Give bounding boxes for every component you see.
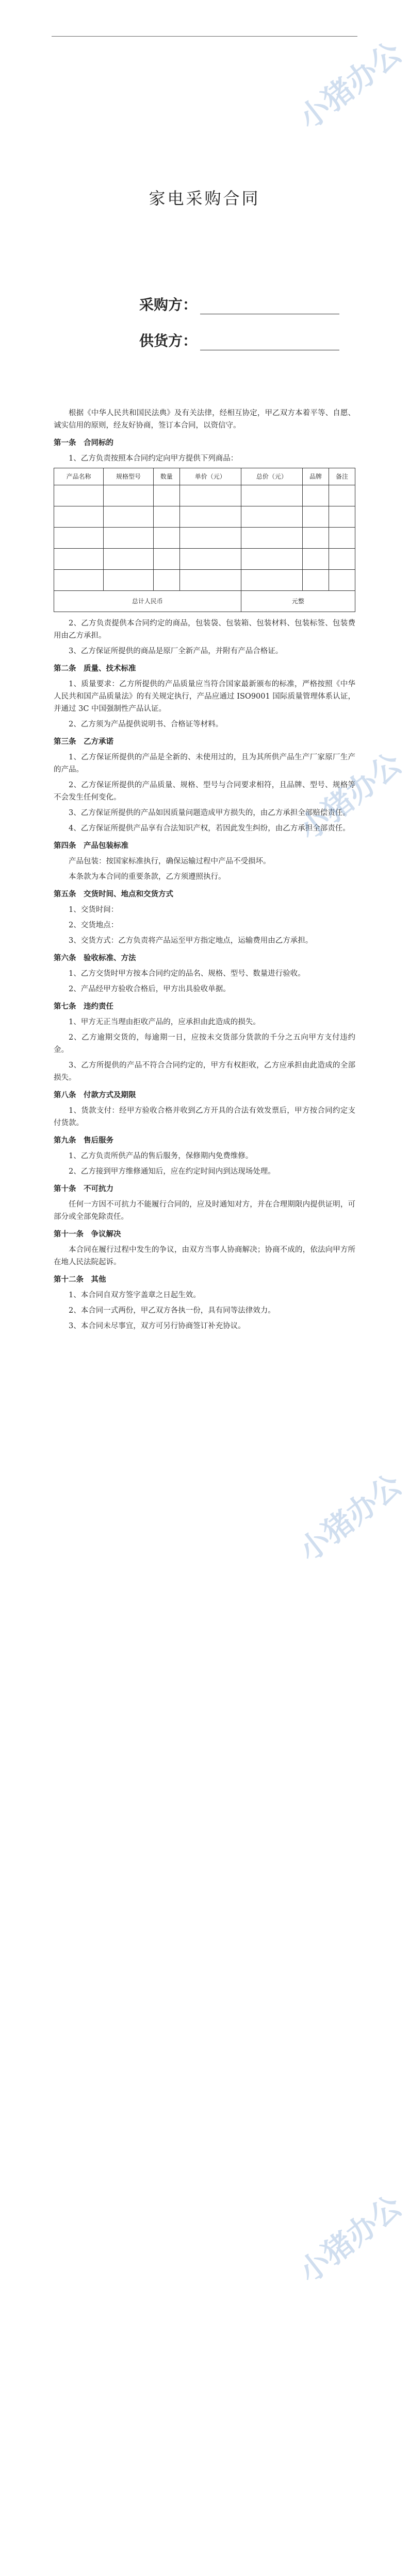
goods-row xyxy=(54,528,355,549)
goods-cell[interactable] xyxy=(104,549,153,570)
goods-cell[interactable] xyxy=(104,506,153,528)
section-heading: 第八条 付款方式及期限 xyxy=(54,1091,136,1099)
goods-cell[interactable] xyxy=(179,485,241,506)
buyer-blank[interactable] xyxy=(200,299,339,314)
section-heading: 第六条 验收标准、方法 xyxy=(54,954,136,962)
section-paragraph: 3、乙方所提供的产品不符合合同约定的，甲方有权拒收，乙方应承担由此造成的全部损失。 xyxy=(54,1061,355,1082)
section-paragraph: 3、乙方保证所提供的商品是原厂全新产品，并附有产品合格证。 xyxy=(69,647,283,655)
seller-line xyxy=(139,330,339,350)
section-paragraph: 2、乙方接到甲方维修通知后，应在约定时间内到达现场处理。 xyxy=(69,1167,275,1176)
goods-cell[interactable] xyxy=(54,528,104,549)
section-heading: 第三条 乙方承诺 xyxy=(54,737,113,746)
goods-cell[interactable] xyxy=(329,485,355,506)
goods-cell[interactable] xyxy=(179,506,241,528)
section-paragraph: 本条款为本合同的重要条款，乙方须遵照执行。 xyxy=(69,873,226,881)
section-paragraph: 本合同在履行过程中发生的争议，由双方当事人协商解决；协商不成的，依法向甲方所在地人民法院起诉。 xyxy=(54,1246,355,1266)
section-heading: 第一条 合同标的 xyxy=(54,438,113,447)
goods-cell[interactable] xyxy=(104,528,153,549)
section-heading: 第九条 售后服务 xyxy=(54,1136,113,1145)
goods-cell[interactable] xyxy=(54,506,104,528)
section-paragraph: 3、交货方式：乙方负责将产品运至甲方指定地点，运输费用由乙方承担。 xyxy=(69,937,313,945)
goods-cell[interactable] xyxy=(153,506,179,528)
seller-label: 供货方： xyxy=(139,332,198,349)
section-heading: 第十条 不可抗力 xyxy=(54,1184,113,1193)
section-heading: 第七条 违约责任 xyxy=(54,1002,113,1011)
goods-total-tail: 元整 xyxy=(241,591,355,612)
section-heading: 第五条 交货时间、地点和交货方式 xyxy=(54,890,173,899)
section-paragraph: 1、交货时间： xyxy=(69,906,119,914)
section-paragraph: 1、甲方无正当理由拒收产品的，应承担由此造成的损失。 xyxy=(69,1018,260,1026)
goods-table xyxy=(54,468,355,612)
goods-cell[interactable] xyxy=(54,549,104,570)
goods-cell[interactable] xyxy=(302,570,329,591)
intro-paragraph: 根据《中华人民共和国民法典》及有关法律，经相互协定，甲乙双方本着平等、自愿、诚实信用的原则，经友好协商，签订本合同，以资信守。 xyxy=(54,409,355,430)
goods-header-cell: 备注 xyxy=(329,468,355,485)
goods-row xyxy=(54,570,355,591)
section-paragraph: 任何一方因不可抗力不能履行合同的，应及时通知对方，并在合理期限内提供证明，可部分或全部免除责任。 xyxy=(54,1200,355,1221)
goods-cell[interactable] xyxy=(241,570,302,591)
section-heading: 第四条 产品包装标准 xyxy=(54,841,128,850)
goods-row xyxy=(54,506,355,528)
goods-cell[interactable] xyxy=(179,528,241,549)
buyer-label: 采购方： xyxy=(139,296,198,313)
section-paragraph: 1、质量要求：乙方所提供的产品质量应当符合国家最新颁布的标准，严格按照《中华人民共和国产品质量法》的有关规定执行，产品应通过 ISO9001 国际质量管理体系认证，并通过 3C 中国强制性产品认证。 xyxy=(54,680,355,713)
section-paragraph: 2、产品经甲方验收合格后，甲方出具验收单据。 xyxy=(69,985,231,993)
section-paragraph: 2、乙方须为产品提供说明书、合格证等材料。 xyxy=(69,720,223,728)
section-paragraph: 4、乙方保证所提供产品享有合法知识产权，若因此发生纠纷，由乙方承担全部责任。 xyxy=(69,824,350,833)
goods-cell[interactable] xyxy=(241,506,302,528)
goods-header-cell: 品牌 xyxy=(302,468,329,485)
goods-cell[interactable] xyxy=(153,549,179,570)
goods-cell[interactable] xyxy=(302,485,329,506)
buyer-line xyxy=(139,294,339,314)
goods-cell[interactable] xyxy=(241,528,302,549)
goods-cell[interactable] xyxy=(302,528,329,549)
contract-body xyxy=(54,407,355,1335)
section-paragraph: 产品包装：按国家标准执行，确保运输过程中产品不受损坏。 xyxy=(69,857,271,866)
section-paragraph: 1、乙方负责所供产品的售后服务，保修期内免费维修。 xyxy=(69,1152,253,1160)
watermark: 小猪办公 xyxy=(292,1467,408,1569)
goods-cell[interactable] xyxy=(104,570,153,591)
watermark: 小猪办公 xyxy=(292,2188,408,2290)
goods-cell[interactable] xyxy=(179,549,241,570)
goods-total-label: 总计人民币 xyxy=(54,591,241,612)
section-paragraph: 1、本合同自双方签字盖章之日起生效。 xyxy=(69,1291,201,1299)
goods-header-cell: 数量 xyxy=(153,468,179,485)
goods-cell[interactable] xyxy=(54,570,104,591)
section-paragraph: 2、乙方负责提供本合同约定的商品，包装袋、包装箱、包装材料、包装标签、包装费用由乙方承担。 xyxy=(54,619,355,640)
goods-cell[interactable] xyxy=(54,485,104,506)
goods-cell[interactable] xyxy=(329,549,355,570)
section-paragraph: 2、交货地点： xyxy=(69,921,119,929)
goods-cell[interactable] xyxy=(153,570,179,591)
goods-cell[interactable] xyxy=(302,549,329,570)
section-paragraph: 1、乙方保证所提供的产品是全新的、未使用过的，且为其所供产品生产厂家原厂生产的产品。 xyxy=(54,753,355,774)
seller-blank[interactable] xyxy=(200,335,339,350)
goods-cell[interactable] xyxy=(302,506,329,528)
goods-cell[interactable] xyxy=(241,549,302,570)
section-paragraph: 2、乙方保证所提供的产品质量、规格、型号与合同要求相符，且品牌、型号、规格等不会发生任何变化。 xyxy=(54,781,355,802)
goods-cell[interactable] xyxy=(104,485,153,506)
goods-header-cell: 产品名称 xyxy=(54,468,104,485)
goods-row xyxy=(54,549,355,570)
section-paragraph: 1、乙方负责按照本合同约定向甲方提供下列商品： xyxy=(69,454,238,463)
goods-cell[interactable] xyxy=(241,485,302,506)
header-rule xyxy=(52,36,357,37)
watermark: 小猪办公 xyxy=(292,745,408,848)
section-paragraph: 1、货款支付：经甲方验收合格并收到乙方开具的合法有效发票后，甲方按合同约定支付货款。 xyxy=(54,1107,355,1127)
goods-cell[interactable] xyxy=(153,528,179,549)
section-paragraph: 2、乙方逾期交货的，每逾期一日，应按未交货部分货款的千分之五向甲方支付违约金。 xyxy=(54,1033,355,1054)
goods-header-cell: 单价（元） xyxy=(179,468,241,485)
watermark: 小猪办公 xyxy=(292,35,408,137)
goods-cell[interactable] xyxy=(153,485,179,506)
section-paragraph: 1、乙方交货时甲方按本合同约定的品名、规格、型号、数量进行验收。 xyxy=(69,970,305,978)
goods-row xyxy=(54,485,355,506)
goods-header-cell: 规格型号 xyxy=(104,468,153,485)
section-paragraph: 3、乙方保证所提供的产品如因质量问题造成甲方损失的，由乙方承担全部赔偿责任。 xyxy=(69,809,350,817)
goods-cell[interactable] xyxy=(179,570,241,591)
goods-cell[interactable] xyxy=(329,570,355,591)
goods-cell[interactable] xyxy=(329,528,355,549)
section-paragraph: 2、本合同一式两份，甲乙双方各执一份，具有同等法律效力。 xyxy=(69,1307,275,1315)
goods-header-cell: 总价（元） xyxy=(241,468,302,485)
section-paragraph: 3、本合同未尽事宜，双方可另行协商签订补充协议。 xyxy=(69,1322,246,1330)
section-heading: 第十二条 其他 xyxy=(54,1275,106,1284)
doc-title: 家电采购合同 xyxy=(149,189,260,208)
section-heading: 第二条 质量、技术标准 xyxy=(54,664,136,673)
section-heading: 第十一条 争议解决 xyxy=(54,1230,121,1239)
goods-cell[interactable] xyxy=(329,506,355,528)
